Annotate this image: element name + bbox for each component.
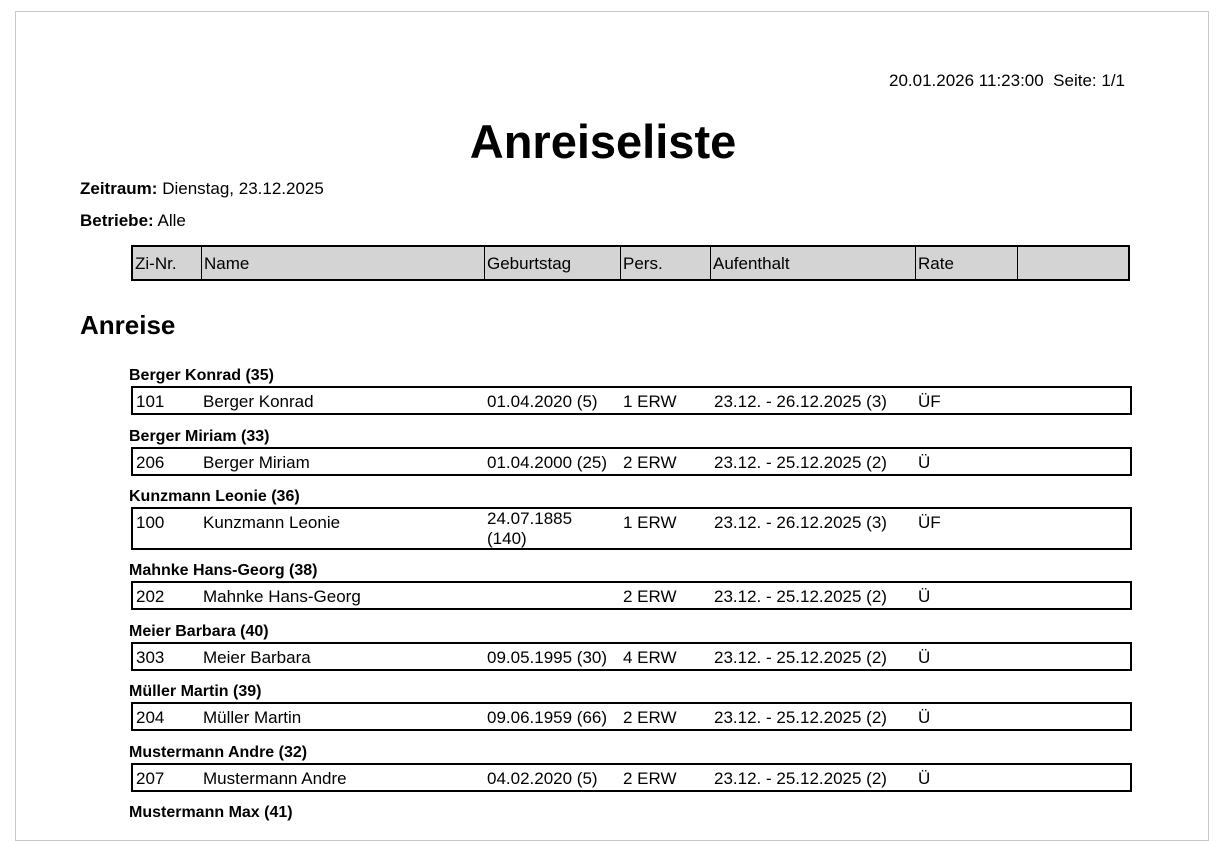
guest-persons: 2 ERW — [623, 769, 677, 788]
guest-stay: 23.12. - 26.12.2025 (3) — [714, 513, 887, 532]
column-header-row — [131, 245, 1130, 281]
guest-birthday: 04.02.2020 (5) — [487, 769, 598, 788]
guest-row — [131, 702, 1132, 731]
betriebe-value: Alle — [157, 211, 186, 230]
room-number: 101 — [136, 392, 165, 411]
column-header-zinr: Zi-Nr. — [133, 247, 202, 279]
guest-persons: 2 ERW — [623, 708, 677, 727]
guest-row — [131, 447, 1132, 476]
guest-name: Berger Miriam — [203, 453, 310, 472]
guest-heading: Mustermann Max (41) — [129, 804, 293, 821]
column-header-extra — [1018, 247, 1128, 279]
guest-row — [131, 507, 1132, 550]
guest-heading: Mahnke Hans-Georg (38) — [129, 562, 318, 579]
room-number: 202 — [136, 587, 165, 606]
zeitraum-label: Zeitraum: — [80, 179, 158, 198]
column-header-pers: Pers. — [621, 247, 711, 279]
guest-birthday: 09.06.1959 (66) — [487, 708, 608, 727]
guest-birthday: 01.04.2020 (5) — [487, 392, 598, 411]
report-title: Anreiseliste — [469, 115, 737, 168]
report-page — [15, 11, 1209, 841]
guest-name: Berger Konrad — [203, 392, 314, 411]
guest-heading: Kunzmann Leonie (36) — [129, 488, 300, 505]
room-number: 100 — [136, 513, 165, 532]
guest-heading: Mustermann Andre (32) — [129, 744, 308, 761]
print-timestamp: 20.01.2026 11:23:00 — [889, 71, 1044, 90]
zeitraum-line — [80, 179, 324, 199]
guest-rate: Ü — [918, 769, 931, 788]
page-number: Seite: 1/1 — [1053, 71, 1125, 90]
section-title: Anreise — [80, 310, 176, 340]
guest-rate: Ü — [918, 587, 931, 606]
guest-stay: 23.12. - 25.12.2025 (2) — [714, 587, 887, 606]
guest-stay: 23.12. - 25.12.2025 (2) — [714, 708, 887, 727]
guest-birthday: 24.07.1885 (140) — [487, 509, 573, 548]
guest-rate: Ü — [918, 708, 931, 727]
room-number: 207 — [136, 769, 165, 788]
guest-rate: Ü — [918, 453, 931, 472]
guest-name: Meier Barbara — [203, 648, 311, 667]
guest-name: Müller Martin — [203, 708, 302, 727]
guest-rate: ÜF — [918, 513, 941, 532]
guest-persons: 2 ERW — [623, 453, 677, 472]
guest-row — [131, 386, 1132, 415]
betriebe-label: Betriebe: — [80, 211, 154, 230]
guest-birthday: 09.05.1995 (30) — [487, 648, 608, 667]
guest-persons: 1 ERW — [623, 392, 677, 411]
guest-heading: Müller Martin (39) — [129, 683, 262, 700]
guest-persons: 4 ERW — [623, 648, 677, 667]
guest-persons: 1 ERW — [623, 513, 677, 532]
guest-name: Kunzmann Leonie — [203, 513, 341, 532]
print-info — [889, 71, 1125, 91]
room-number: 303 — [136, 648, 165, 667]
guest-heading: Berger Konrad (35) — [129, 367, 274, 384]
guest-rate: Ü — [918, 648, 931, 667]
column-header-name: Name — [202, 247, 485, 279]
guest-row — [131, 763, 1132, 792]
guest-rate: ÜF — [918, 392, 941, 411]
guest-persons: 2 ERW — [623, 587, 677, 606]
guest-name: Mustermann Andre — [203, 769, 347, 788]
betriebe-line — [80, 211, 186, 231]
guest-heading: Meier Barbara (40) — [129, 623, 269, 640]
guest-heading: Berger Miriam (33) — [129, 428, 270, 445]
room-number: 204 — [136, 708, 165, 727]
guest-stay: 23.12. - 25.12.2025 (2) — [714, 769, 887, 788]
guest-stay: 23.12. - 26.12.2025 (3) — [714, 392, 887, 411]
room-number: 206 — [136, 453, 165, 472]
column-header-aufenthalt: Aufenthalt — [711, 247, 916, 279]
guest-birthday: 01.04.2000 (25) — [487, 453, 608, 472]
guest-row — [131, 642, 1132, 671]
guest-stay: 23.12. - 25.12.2025 (2) — [714, 648, 887, 667]
column-header-geburtstag: Geburtstag — [485, 247, 621, 279]
guest-row — [131, 581, 1132, 610]
guest-name: Mahnke Hans-Georg — [203, 587, 361, 606]
guest-stay: 23.12. - 25.12.2025 (2) — [714, 453, 887, 472]
zeitraum-value: Dienstag, 23.12.2025 — [162, 179, 324, 198]
column-header-rate: Rate — [916, 247, 1018, 279]
